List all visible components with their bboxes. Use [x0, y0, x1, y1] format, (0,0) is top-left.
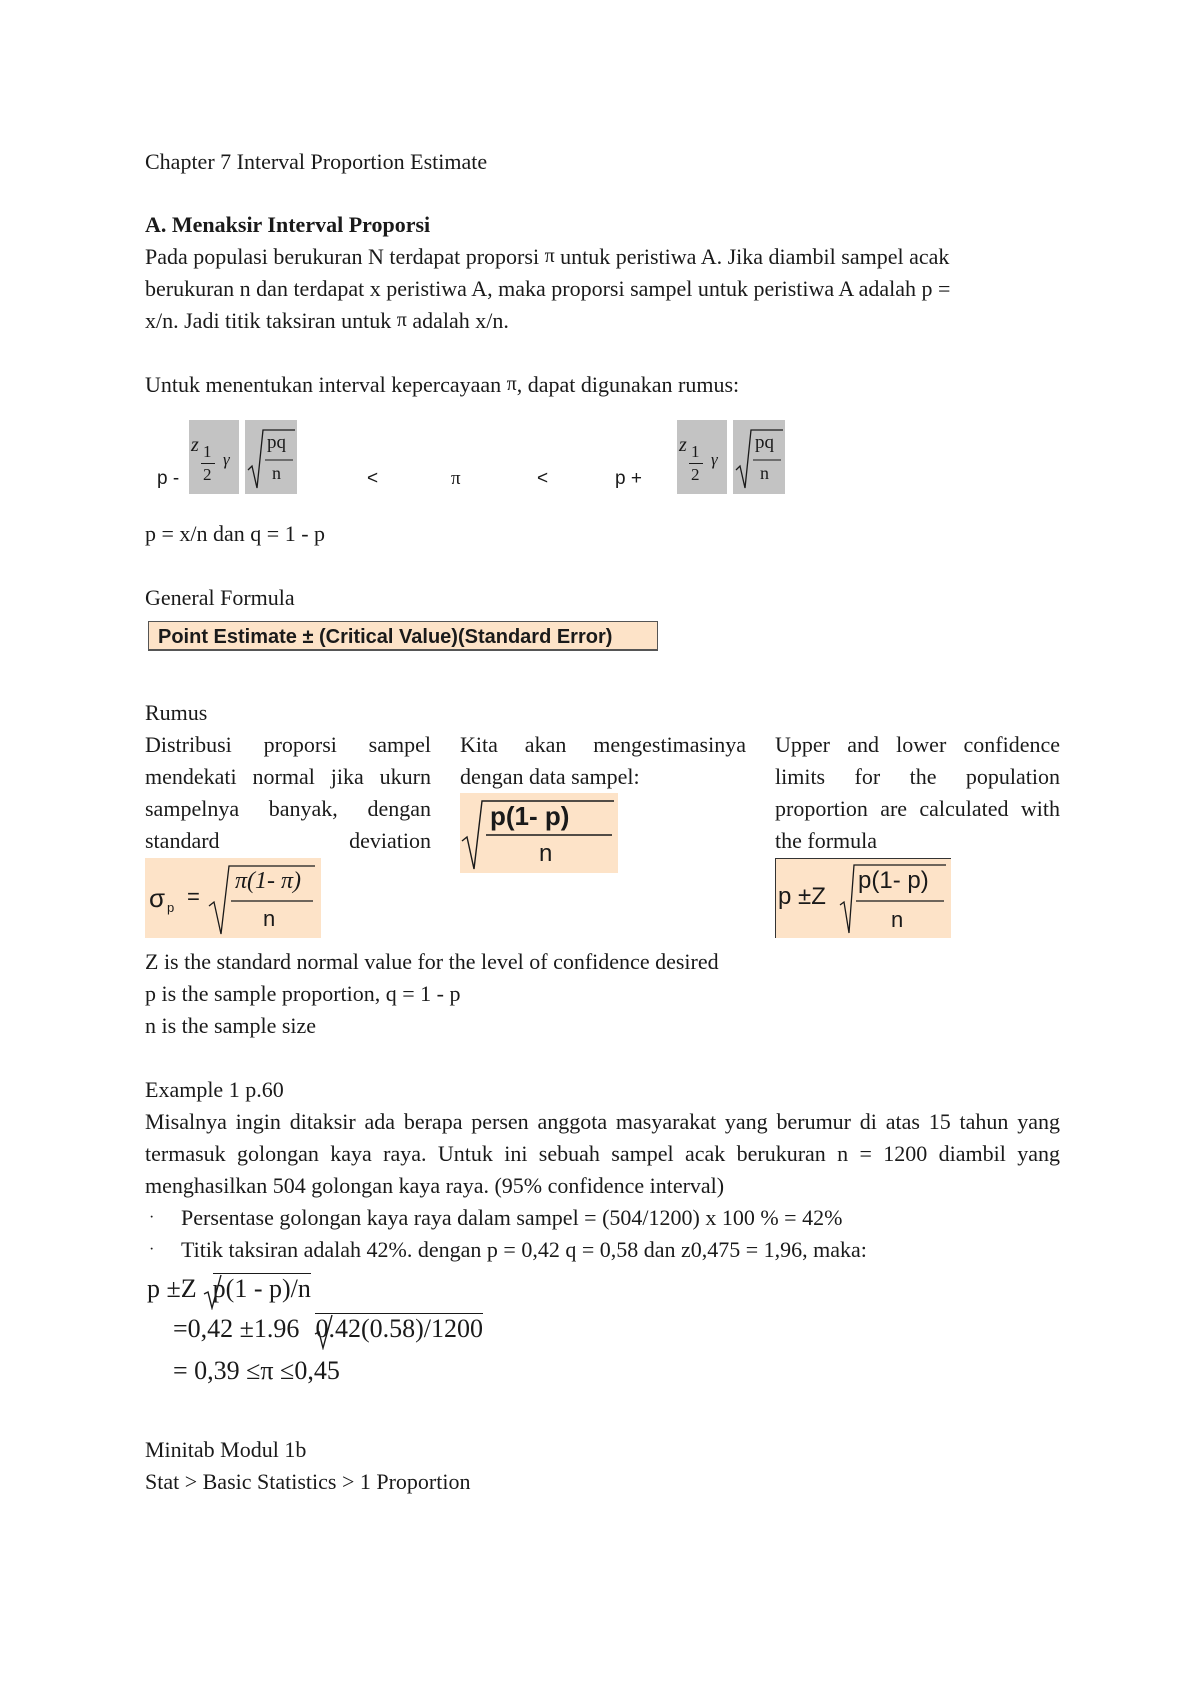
calc-line-1: p ±Z p(1 - p)/n	[147, 1274, 311, 1303]
rumus-col2: Kita akan mengestimasinya dengan data sampel:	[460, 732, 746, 789]
rumus-label: Rumus	[145, 700, 208, 725]
def-n: n is the sample size	[145, 1013, 317, 1038]
minitab-path: Stat > Basic Statistics > 1 Proportion	[145, 1469, 471, 1494]
sqrt-icon	[203, 1274, 223, 1310]
sigma-p-formula: σ p = π(1- π) n	[145, 858, 321, 938]
para1-line3: x/n. Jadi titik taksiran untuk π adalah x/n.	[145, 305, 509, 338]
general-formula-label: General Formula	[145, 585, 295, 610]
p-minus: p -	[157, 468, 180, 489]
less-than-1: <	[367, 468, 379, 489]
interval-formula	[145, 420, 1060, 500]
z-half-gamma-box-right: z 1 2 γ	[677, 420, 727, 494]
def-z: Z is the standard normal value for the level of confidence desired	[145, 949, 719, 974]
sqrt-pq-over-n-box-right: pq n	[733, 420, 785, 494]
pq-definition: p = x/n dan q = 1 - p	[145, 521, 326, 546]
less-than-2: <	[537, 468, 549, 489]
rumus-col3: Upper and lower confidence limits for the population proportion are calculated with the formula	[775, 732, 1060, 853]
para1-line1: Pada populasi berukuran N terdapat proporsi π untuk peristiwa A. Jika diambil sampel acak	[145, 241, 1060, 274]
pi-center: π	[451, 468, 461, 489]
example-calculation	[145, 1272, 515, 1392]
calc-line-2: =0,42 ±1.96 0.42(0.58)/1200	[173, 1314, 483, 1343]
z-half-gamma-box: z 1 2 γ	[189, 420, 239, 494]
example-text: Misalnya ingin ditaksir ada berapa persen anggota masyarakat yang berumur di atas 15 tahun yang termasuk golongan kaya raya. Untuk ini sebuah sampel acak berukuran n = 1200 diambil yang menghasilkan 504 golongan kaya raya. (95% confidence interval)	[145, 1109, 1060, 1198]
chapter-title: Chapter 7 Interval Proportion Estimate	[145, 149, 488, 174]
pi-symbol: π	[544, 245, 555, 267]
example-label: Example 1 p.60	[145, 1077, 284, 1102]
para1-line2: berukuran n dan terdapat x peristiwa A, maka proporsi sampel untuk peristiwa A adalah p =	[145, 276, 951, 301]
sample-se-formula: p(1- p) n	[460, 793, 618, 873]
section-a-heading: A. Menaksir Interval Proporsi	[145, 212, 431, 237]
sqrt-icon	[314, 1314, 334, 1350]
pi-symbol: π	[506, 373, 517, 395]
pi-symbol: π	[396, 309, 407, 331]
minitab-label: Minitab Modul 1b	[145, 1437, 307, 1462]
general-formula-box: Point Estimate ± (Critical Value)(Standard Error)	[148, 621, 658, 651]
p-plus: p +	[615, 468, 642, 489]
para2: Untuk menentukan interval kepercayaan π, dapat digunakan rumus:	[145, 369, 739, 402]
calc-line-3: = 0,39 ≤π ≤0,45	[173, 1356, 340, 1385]
def-p: p is the sample proportion, q = 1 - p	[145, 981, 461, 1006]
confidence-limits-formula: p ±Z p(1- p) n	[775, 858, 951, 938]
sqrt-pq-over-n-box: pq n	[245, 420, 297, 494]
rumus-col1: Distribusi proporsi sampel mendekati normal jika ukurn sampelnya banyak, dengan standard deviation	[145, 732, 431, 853]
